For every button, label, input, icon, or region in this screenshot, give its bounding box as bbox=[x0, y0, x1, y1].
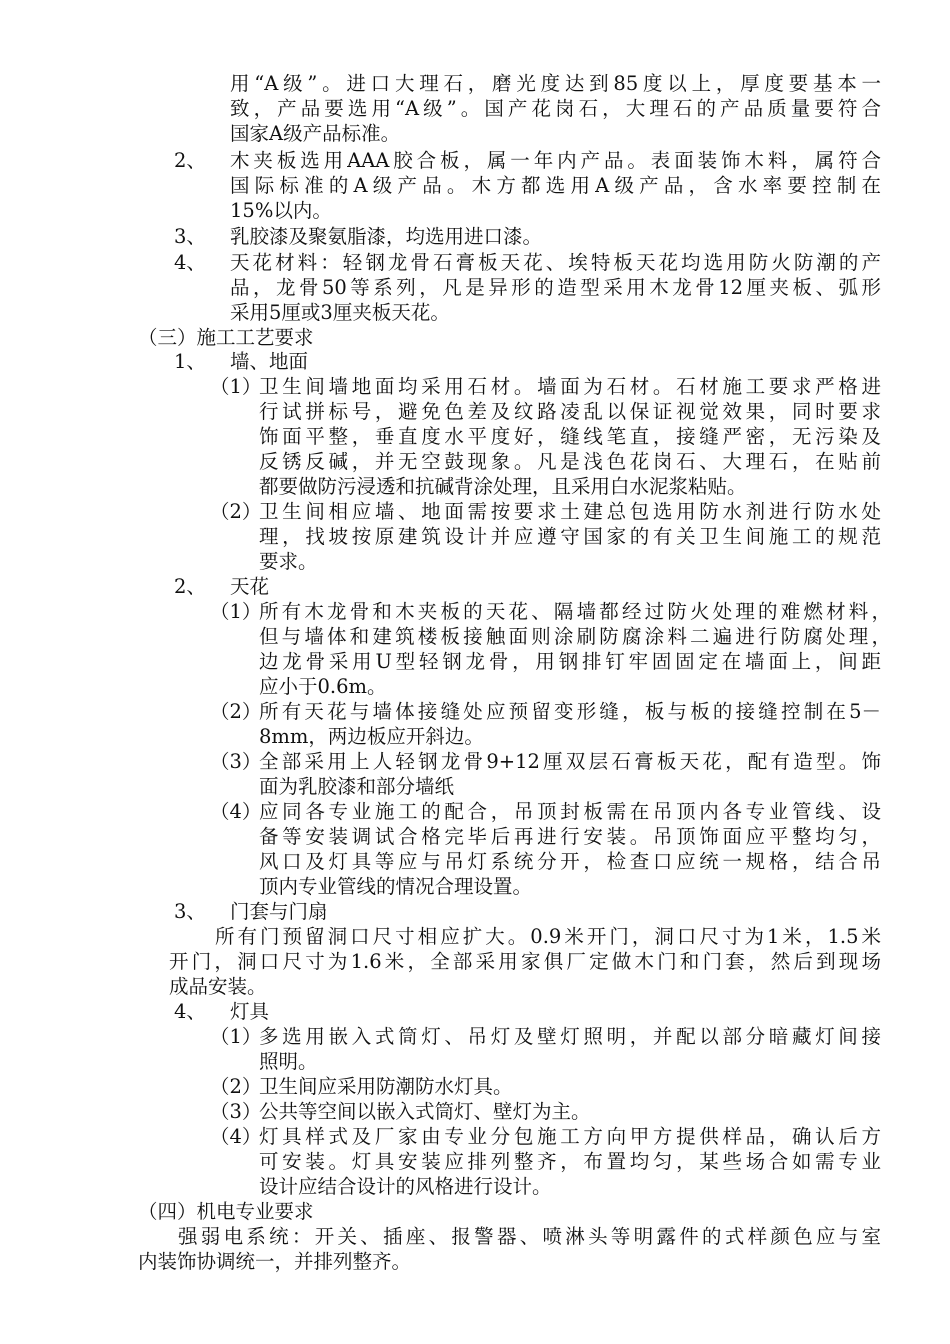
list-marker: （1） bbox=[210, 1025, 262, 1048]
text-line: 天花材料：轻钢龙骨石膏板天花、埃特板天花均选用防火防潮的产 bbox=[230, 251, 881, 274]
section-heading: （三）施工工艺要求 bbox=[138, 326, 314, 349]
list-marker: （1） bbox=[210, 600, 262, 623]
text-line: 风口及灯具等应与吊灯系统分开，检查口应统一规格，结合吊 bbox=[259, 850, 881, 873]
list-marker: （2） bbox=[210, 500, 262, 523]
text-line: 卫生间墙地面均采用石材。墙面为石材。石材施工要求严格进 bbox=[259, 375, 881, 398]
text-line: 致，产品要选用“A级”。国产花岗石，大理石的产品质量要符合 bbox=[230, 97, 881, 120]
text-line: 国际标准的A级产品。木方都选用A级产品，含水率要控制在 bbox=[230, 174, 881, 197]
text-line: 所有木龙骨和木夹板的天花、隔墙都经过防火处理的难燃材料， bbox=[259, 600, 891, 623]
text-line: 木夹板选用AAA胶合板，属一年内产品。表面装饰木料，属符合 bbox=[230, 149, 881, 172]
text-line: 8mm，两边板应开斜边。 bbox=[259, 725, 484, 748]
text-line: 卫生间相应墙、地面需按要求土建总包选用防水剂进行防水处 bbox=[259, 500, 881, 523]
list-marker: 3、 bbox=[174, 225, 206, 248]
text-line: 内装饰协调统一，并排列整齐。 bbox=[138, 1250, 412, 1273]
text-line: 应同各专业施工的配合，吊顶封板需在吊顶内各专业管线、设 bbox=[259, 800, 881, 823]
text-line: 卫生间应采用防潮防水灯具。 bbox=[259, 1075, 513, 1098]
text-line: 理，找坡按原建筑设计并应遵守国家的有关卫生间施工的规范 bbox=[259, 525, 881, 548]
text-line: 但与墙体和建筑楼板接触面则涂刷防腐涂料二遍进行防腐处理， bbox=[259, 625, 891, 648]
text-line: 可安装。灯具安装应排列整齐，布置均匀，某些场合如需专业 bbox=[259, 1150, 881, 1173]
subsection-title: 门套与门扇 bbox=[230, 900, 328, 923]
text-line: 要求。 bbox=[259, 550, 318, 573]
text-line: 采用5厘或3厘夹板天花。 bbox=[230, 301, 450, 324]
list-marker: 4、 bbox=[174, 251, 206, 274]
list-marker: 2、 bbox=[174, 149, 206, 172]
text-line: 面为乳胶漆和部分墙纸 bbox=[259, 775, 455, 798]
text-line: 乳胶漆及聚氨脂漆，均选用进口漆。 bbox=[230, 225, 543, 248]
text-line: 多选用嵌入式筒灯、吊灯及壁灯照明，并配以部分暗藏灯间接 bbox=[259, 1025, 881, 1048]
text-line: 强弱电系统：开关、插座、报警器、喷淋头等明露件的式样颜色应与室 bbox=[178, 1225, 881, 1248]
list-marker: （4） bbox=[210, 1125, 262, 1148]
list-marker: 3、 bbox=[174, 900, 206, 923]
list-marker: （2） bbox=[210, 1075, 262, 1098]
section-heading: （四）机电专业要求 bbox=[138, 1200, 314, 1223]
text-line: 开门，洞口尺寸为1.6米，全部采用家俱厂定做木门和门套，然后到现场 bbox=[169, 950, 881, 973]
list-marker: 2、 bbox=[174, 575, 206, 598]
text-line: 边龙骨采用U型轻钢龙骨，用钢排钉牢固固定在墙面上，间距 bbox=[259, 650, 881, 673]
text-line: 应小于0.6m。 bbox=[259, 675, 387, 698]
text-line: 饰面平整，垂直度水平度好，缝线笔直，接缝严密，无污染及 bbox=[259, 425, 881, 448]
list-marker: 1、 bbox=[174, 350, 206, 373]
list-marker: （3） bbox=[210, 1100, 262, 1123]
list-marker: （3） bbox=[210, 750, 262, 773]
text-line: 所有门预留洞口尺寸相应扩大。0.9米开门，洞口尺寸为1米，1.5米 bbox=[215, 925, 881, 948]
text-line: 顶内专业管线的情况合理设置。 bbox=[259, 875, 533, 898]
text-line: 灯具样式及厂家由专业分包施工方向甲方提供样品，确认后方 bbox=[259, 1125, 881, 1148]
list-marker: （2） bbox=[210, 700, 262, 723]
text-line: 所有天花与墙体接缝处应预留变形缝，板与板的接缝控制在5－ bbox=[259, 700, 881, 723]
text-line: 反锈反碱，并无空鼓现象。凡是浅色花岗石、大理石，在贴前 bbox=[259, 450, 881, 473]
text-line: 国家A级产品标准。 bbox=[230, 122, 401, 145]
text-line: 成品安装。 bbox=[169, 975, 267, 998]
text-line: 公共等空间以嵌入式筒灯、壁灯为主。 bbox=[259, 1100, 591, 1123]
text-line: 品，龙骨50等系列，凡是异形的造型采用木龙骨12厘夹板、弧形 bbox=[230, 276, 881, 299]
text-line: 都要做防污浸透和抗碱背涂处理，且采用白水泥浆粘贴。 bbox=[259, 475, 747, 498]
subsection-title: 墙、地面 bbox=[230, 350, 309, 373]
text-line: 设计应结合设计的风格进行设计。 bbox=[259, 1175, 552, 1198]
list-marker: （4） bbox=[210, 800, 262, 823]
list-marker: 4、 bbox=[174, 1000, 206, 1023]
text-line: 照明。 bbox=[259, 1050, 318, 1073]
list-marker: （1） bbox=[210, 375, 262, 398]
text-line: 全部采用上人轻钢龙骨9+12厘双层石膏板天花，配有造型。饰 bbox=[259, 750, 881, 773]
text-line: 用“A级”。进口大理石，磨光度达到85度以上，厚度要基本一 bbox=[230, 72, 881, 95]
text-line: 行试拼标号，避免色差及纹路凌乱以保证视觉效果，同时要求 bbox=[259, 400, 881, 423]
subsection-title: 天花 bbox=[230, 575, 270, 598]
subsection-title: 灯具 bbox=[230, 1000, 270, 1023]
text-line: 备等安装调试合格完毕后再进行安装。吊顶饰面应平整均匀， bbox=[259, 825, 881, 848]
text-line: 15%以内。 bbox=[230, 199, 332, 222]
